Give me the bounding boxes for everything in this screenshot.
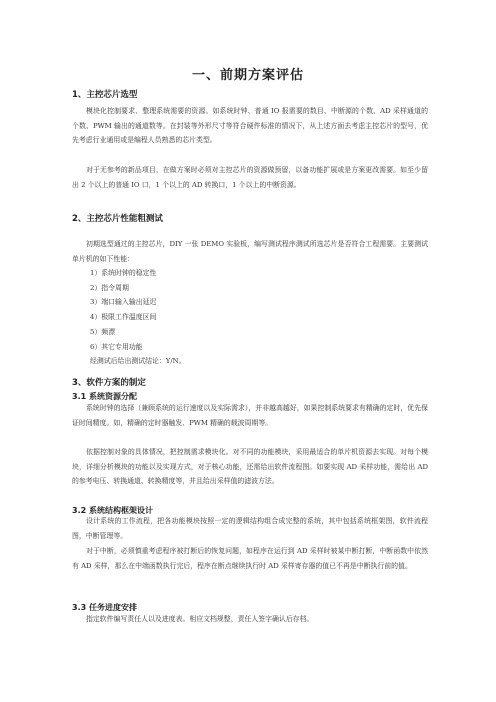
list-item: 4）极限工作温度区间: [90, 313, 157, 322]
subsection-3-2-heading: 3.2 系统结构框架设计: [72, 506, 153, 515]
subsection-3-1-paragraph-1: 系统时钟的选择（兼顾系统的运行速度以及实际需求），并非越高越好，如果控制系统要求有精确的定时，优先保证时间精度。如，精确的定时器触发、PWM 精确的载波周期等。: [72, 404, 428, 427]
list-item: 5）频漂: [90, 327, 116, 336]
list-item: 经测试后给出测试结论：Y/N。: [90, 357, 186, 366]
list-item: 3）端口输入输出延迟: [90, 298, 157, 307]
section-1-paragraph-2: 对于无参考的新品项目，在做方案时必须对主控芯片的资源做预留，以备功能扩展或是方案更改需要。如至少留出 2 个以上的普通 IO 口，1 个以上的 AD 转换口，1 个以上的中断资源。: [72, 166, 428, 189]
section-1-paragraph-1: 模块化控制要求、整理系统需要的资源。如系统时钟、普通 IO 报需要的数目、中断源的个数、AD 采样通道的个数、PWM 输出的通道数等。在封装等外形尺寸等符合硬件标准的情况下，从上述方面去考虑主控芯片的型号，优先考虑行业通用或是编程人员熟悉的芯片类型。: [72, 107, 428, 145]
subsection-3-1-heading: 3.1 系统资源分配: [72, 392, 137, 401]
subsection-3-1-paragraph-2: 依据控制对象的具体情况，把控制需求模块化。对不同的功能模块，采用最适合的单片机资源去实现。对每个模块，详细分析模块的功能以及实现方式，对于核心功能，还需给出软件流程图。如要实现 AD 采样功能，需给出 AD 的参考电压、转换通道、转换精度等，并且给出采样值的滤波方法。: [72, 448, 428, 486]
section-3-heading: 3、软件方案的制定: [72, 378, 146, 388]
section-2-intro: 初期选型通过的主控芯片，DIY 一张 DEMO 实验板，编写测试程序测试所选芯片是否符合工程需要。主要测试单片机的如下性能：: [72, 240, 428, 263]
subsection-3-2-paragraph-1: 设计系统的工作流程，把各功能模块按照一定的逻辑结构组合成完整的系统，其中包括系统框架图，软件流程图，中断管理等。: [72, 517, 428, 540]
subsection-3-3-paragraph-1: 指定软件编写责任人以及进度表。相应文档规整，责任人签字确认后存档。: [86, 615, 314, 623]
subsection-3-2-paragraph-2: 对于中断，必须慎重考虑程序被打断后的恢复问题，如程序在运行到 AD 采样时被某中断打断，中断函数中依然有 AD 采样，那么在中端函数执行完后，程序在断点继续执行时 AD 采样寄存器的值已不再是中断执行前的值。: [72, 547, 428, 570]
test-items-list: [90, 266, 186, 369]
subsection-3-3-heading: 3.3 任务进度安排: [72, 603, 137, 612]
section-2-heading: 2、主控芯片性能粗测试: [72, 214, 163, 224]
document-title: 一、前期方案评估: [191, 68, 304, 83]
list-item: 1）系统时钟的稳定性: [90, 269, 157, 277]
list-item: 2）指令周期: [90, 283, 129, 292]
list-item: 6）其它专用功能: [90, 342, 143, 351]
section-1-heading: 1、主控芯片选型: [72, 90, 138, 100]
